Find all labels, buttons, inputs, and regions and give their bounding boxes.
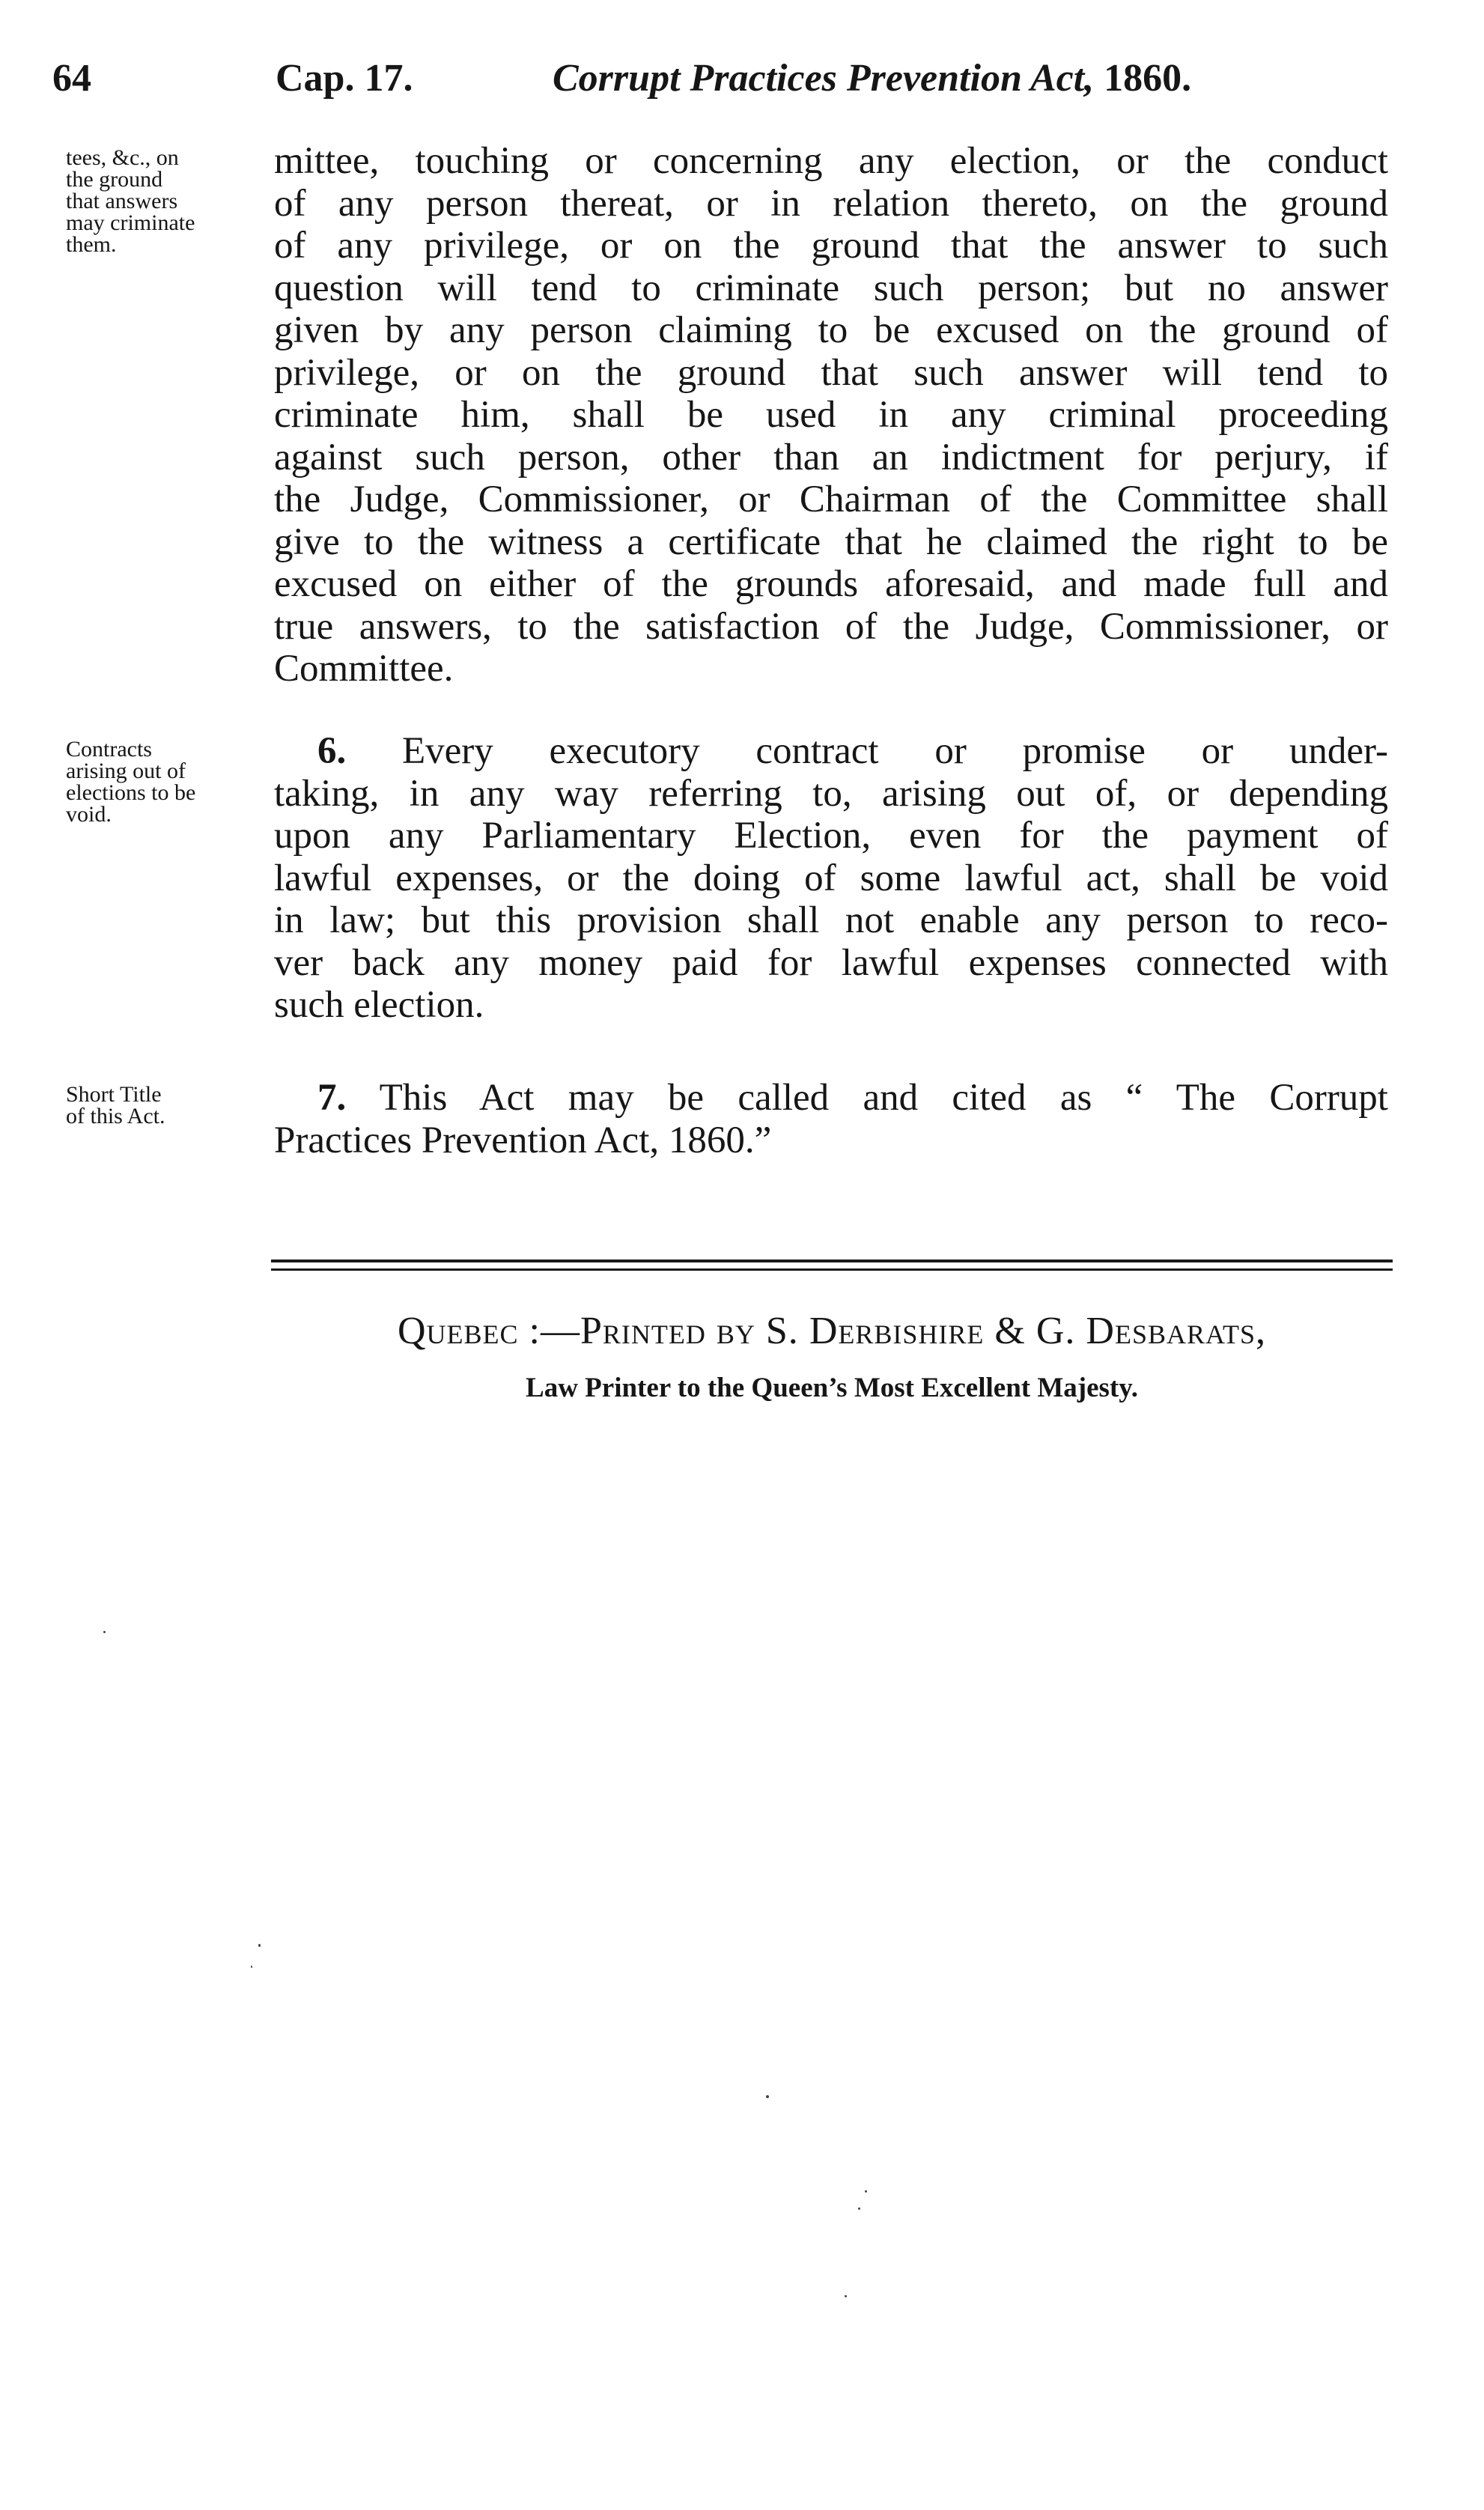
text-line: mittee, touching or concerning any election, or the conduct: [274, 140, 1388, 182]
section-7: [274, 1077, 1388, 1161]
text-line: criminate him, shall be used in any criminal proceeding: [274, 394, 1388, 436]
act-year: 1860.: [1104, 57, 1192, 100]
margin-note-line: that answers: [66, 189, 178, 213]
text-line: of any privilege, or on the ground that the answer to such: [274, 225, 1388, 267]
section-number: 7.: [317, 1077, 347, 1119]
text-line: lawful expenses, or the doing of some lawful act, shall be void: [274, 857, 1388, 899]
margin-note-line: tees, &c., on: [66, 145, 179, 170]
margin-note-line: elections to be: [66, 780, 196, 805]
running-header: [52, 52, 1400, 105]
text-line: privilege, or on the ground that such answer will tend to: [274, 351, 1388, 394]
text-line: Committee.: [274, 648, 454, 690]
section-first-line: [274, 1077, 1388, 1119]
text-line: question will tend to criminate such person; but no answer: [274, 267, 1388, 309]
section-5-continuation: [274, 140, 1388, 690]
margin-note-short-title: [66, 1084, 261, 1127]
double-rule-bottom: [271, 1268, 1393, 1271]
margin-note-line: void.: [66, 802, 112, 827]
paper-speck: [858, 2207, 860, 2210]
margin-note-line: Short Title: [66, 1082, 162, 1107]
margin-note-line: arising out of: [66, 759, 186, 783]
margin-note-contracts-void: [66, 738, 261, 825]
text-line: against such person, other than an indictment for perjury, if: [274, 436, 1388, 478]
act-title: [553, 52, 1191, 105]
double-rule-top: [271, 1259, 1393, 1262]
text-line: true answers, to the satisfaction of the Judge, Commissioner, or: [274, 605, 1388, 648]
margin-note-line: Contracts: [66, 737, 152, 762]
text-line: excused on either of the grounds aforesaid, and made full and: [274, 563, 1388, 605]
paper-speck: [865, 2190, 867, 2193]
imprint-place: Quebec :: [397, 1310, 541, 1352]
paper-speck: [258, 1944, 261, 1947]
margin-note-line: them.: [66, 232, 117, 257]
printer-imprint: [271, 1307, 1393, 1355]
text-line: given by any person claiming to be excused on the ground of: [274, 309, 1388, 351]
text-line: such election.: [274, 984, 484, 1026]
text-line: ver back any money paid for lawful expenses connected with: [274, 941, 1388, 984]
imprint-printer-2-initial: G.: [1036, 1310, 1076, 1352]
section-first-line-text: This Act may be called and cited as “ The Corrupt: [379, 1077, 1388, 1119]
act-title-text: Corrupt Practices Prevention Act,: [553, 57, 1095, 100]
text-line: of any person thereat, or in relation thereto, on the ground: [274, 182, 1388, 225]
paper-speck: [766, 2095, 769, 2098]
section-6: [274, 730, 1388, 1027]
imprint-printer-2: Desbarats,: [1086, 1310, 1267, 1352]
imprint-printer-1: Derbishire: [809, 1310, 985, 1352]
text-line: taking, in any way referring to, arising out of, or depending: [274, 772, 1388, 815]
imprint-printed-by: —Printed by S.: [540, 1310, 799, 1352]
paper-speck: [103, 1631, 106, 1633]
paper-speck: [845, 2295, 847, 2297]
chapter-label: Cap. 17.: [276, 57, 413, 100]
margin-note-line: of this Act.: [66, 1104, 165, 1128]
page-number: 64: [52, 57, 91, 100]
margin-note-line: the ground: [66, 167, 163, 192]
text-line: give to the witness a certificate that he claimed the right to be: [274, 520, 1388, 563]
text-line: upon any Parliamentary Election, even for the payment of: [274, 815, 1388, 857]
margin-note-line: may criminate: [66, 210, 195, 235]
paper-speck: [251, 1966, 252, 1968]
imprint-ampersand: &: [994, 1310, 1026, 1352]
section-number: 6.: [317, 730, 347, 772]
printer-title: Law Printer to the Queen’s Most Excellent Majesty.: [526, 1373, 1138, 1403]
text-line: the Judge, Commissioner, or Chairman of the Committee shall: [274, 478, 1388, 520]
margin-note-witness-privilege: [66, 147, 261, 255]
section-first-line-text: Every executory contract or promise or under-: [402, 730, 1389, 772]
text-line: Practices Prevention Act, 1860.”: [274, 1119, 772, 1161]
text-line: in law; but this provision shall not enable any person to reco-: [274, 899, 1388, 941]
section-first-line: [274, 730, 1388, 773]
